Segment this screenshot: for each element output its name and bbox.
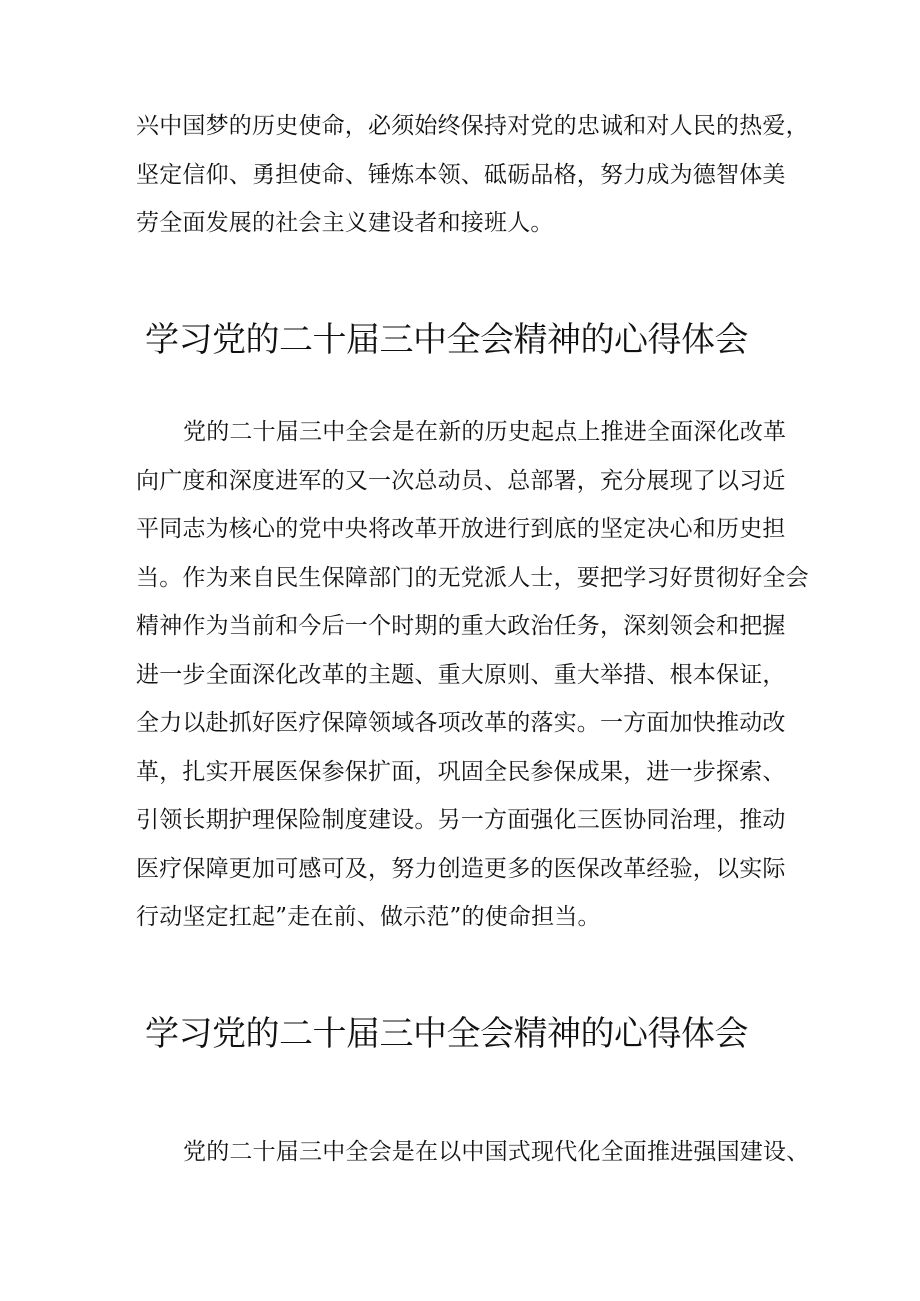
paragraph-line: 坚定信仰、勇担使命、锤炼本领、砥砺品格，努力成为德智体美 <box>136 161 786 188</box>
paragraph-line: 引领长期护理保险制度建设。另一方面强化三医协同治理，推动 <box>136 807 786 833</box>
paragraph-line: 党的二十届三中全会是在新的历史起点上推进全面深化改革 <box>183 419 787 445</box>
paragraph-line: 兴中国梦的历史使命，必须始终保持对党的忠诚和对人民的热爱， <box>136 113 809 139</box>
paragraph-line: 革，扎实开展医保参保扩面，巩固全民参保成果，进一步探索、 <box>136 758 786 785</box>
paragraph-line: 向广度和深度进军的又一次总动员、总部署，充分展现了以习近 <box>136 467 786 494</box>
section2-paragraph <box>136 1128 816 1177</box>
paragraph-line: 平同志为核心的党中央将改革开放进行到底的坚定决心和历史担 <box>136 516 786 542</box>
intro-paragraph <box>136 102 816 248</box>
section-heading: 学习党的二十届三中全会精神的心得体会 <box>145 320 748 360</box>
paragraph-line: 医疗保障更加可感可及，努力创造更多的医保改革经验，以实际 <box>136 855 786 882</box>
section1-paragraph <box>136 408 816 942</box>
paragraph-line: 进一步全面深化改革的主题、重大原则、重大举措、根本保证， <box>136 661 786 688</box>
paragraph-line: 行动坚定扛起”走在前、做示范”的使命担当。 <box>136 904 601 930</box>
paragraph-line: 党的二十届三中全会是在以中国式现代化全面推进强国建设、 <box>183 1139 810 1165</box>
paragraph-line: 全力以赴抓好医疗保障领域各项改革的落实。一方面加快推动改 <box>136 710 786 736</box>
paragraph-line: 精神作为当前和今后一个时期的重大政治任务，深刻领会和把握 <box>136 613 786 639</box>
paragraph-line: 当。作为来自民生保障部门的无党派人士，要把学习好贯彻好全会 <box>136 564 809 591</box>
section-heading: 学习党的二十届三中全会精神的心得体会 <box>145 1014 748 1054</box>
paragraph-line: 劳全面发展的社会主义建设者和接班人。 <box>136 210 554 236</box>
